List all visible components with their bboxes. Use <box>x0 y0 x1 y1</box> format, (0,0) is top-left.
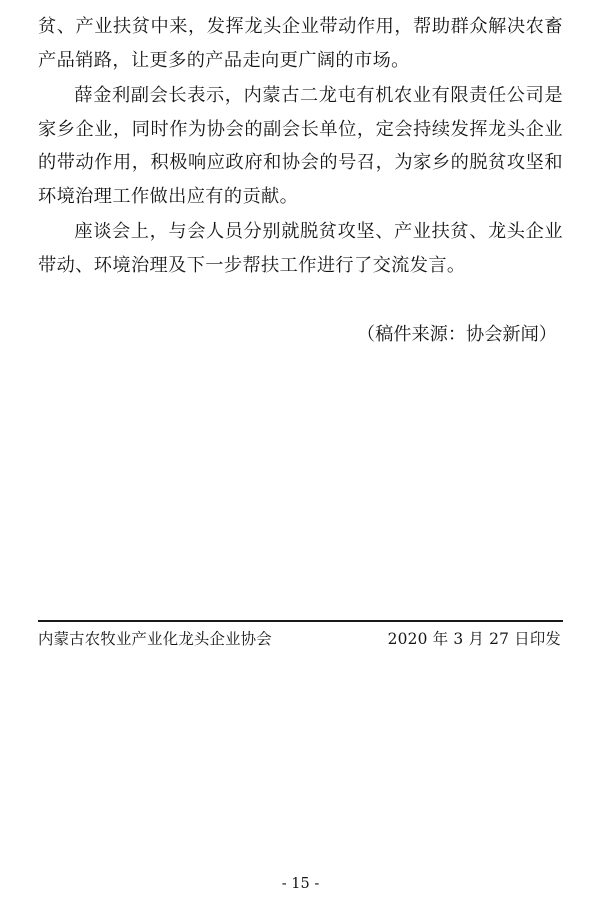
footer-issue-date: 2020 年 3 月 27 日印发 <box>387 630 561 648</box>
page-footer <box>38 626 563 652</box>
footer-divider <box>38 620 563 622</box>
source-note: （稿件来源：协会新闻） <box>356 324 557 345</box>
document-body <box>38 10 563 282</box>
paragraph-2: 薛金利副会长表示，内蒙古二龙屯有机农业有限责任公司是家乡企业，同时作为协会的副会长单位，定会持续发挥龙头企业的带动作用，积极响应政府和协会的号召，为家乡的脱贫攻坚和环境治理工作做出应有的贡献。 <box>38 85 563 207</box>
page-number: - 15 - <box>281 876 320 892</box>
footer-organization: 内蒙古农牧业产业化龙头企业协会 <box>38 630 272 648</box>
paragraph-3: 座谈会上，与会人员分别就脱贫攻坚、产业扶贫、龙头企业带动、环境治理及下一步帮扶工作进行了交流发言。 <box>38 221 563 276</box>
paragraph-1: 贫、产业扶贫中来，发挥龙头企业带动作用，帮助群众解决农畜产品销路，让更多的产品走向更广阔的市场。 <box>38 16 563 71</box>
